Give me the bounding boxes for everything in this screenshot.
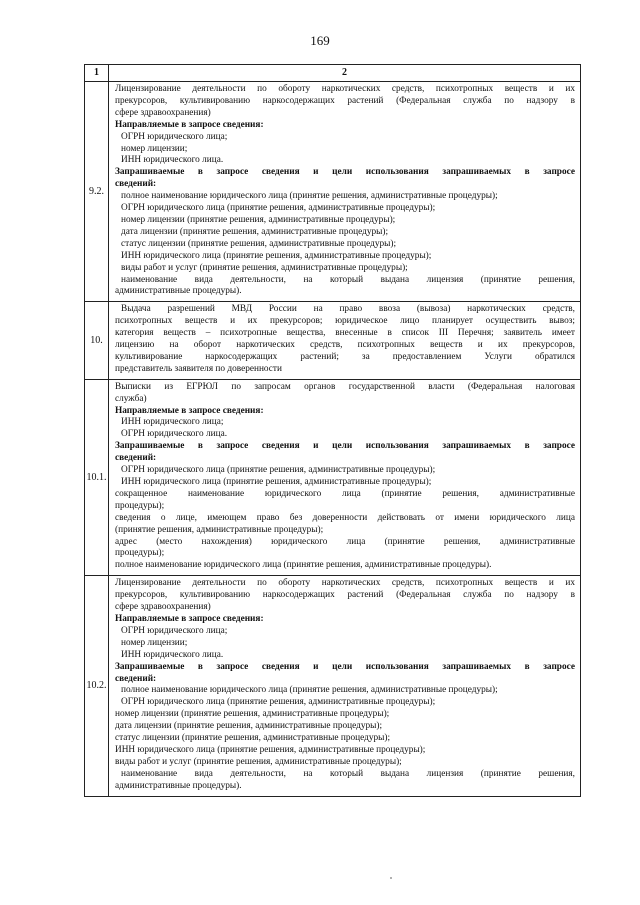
section-heading-line: Запрашиваемые в запросе сведения и цели использования запрашиваемых в запросе <box>115 441 575 452</box>
text-line: статус лицензии (принятие решения, административные процедуры); <box>121 238 397 249</box>
text-line: представитель заявителя по доверенности <box>115 363 282 374</box>
section-heading-line: сведений: <box>115 179 157 190</box>
row-number: 9.2. <box>85 82 109 302</box>
text-line: номер лицензии; <box>121 637 188 648</box>
section-heading-line: Запрашиваемые в запросе сведения и цели использования запрашиваемых в запросе <box>115 167 575 178</box>
text-line: статус лицензии (принятие решения, административные процедуры); <box>115 733 391 744</box>
text-line: наименование вида деятельности, на который выдана лицензия (принятие решения, <box>121 274 575 285</box>
text-line: адрес (место нахождения) юридического лица (принятие решения, административные <box>115 536 575 547</box>
section-heading-line: Направляемые в запросе сведения: <box>115 405 264 416</box>
text-line: ОГРН юридического лица. <box>121 429 228 440</box>
services-table <box>84 64 581 797</box>
row-content <box>109 576 581 796</box>
text-line: культивирование наркосодержащих растений; за предоставлением Услуги обратился <box>115 351 575 362</box>
column-header-2: 2 <box>109 65 581 82</box>
text-line: ИНН юридического лица. <box>121 649 224 660</box>
text-line: психотропных веществ и их прекурсоров; юридическое лицо планирует осуществить вывоз; <box>115 316 575 327</box>
text-line: прекурсоров, культивированию наркосодержащих растений (Федеральная служба по надзору в <box>115 95 575 106</box>
text-line: номер лицензии; <box>121 143 188 154</box>
row-content <box>109 82 581 302</box>
text-line: ИНН юридического лица; <box>121 417 224 428</box>
text-line: сфере здравоохранения) <box>115 602 211 613</box>
row-number: 10.2. <box>85 576 109 796</box>
text-line: ОГРН юридического лица (принятие решения, административные процедуры); <box>121 697 436 708</box>
text-line: сокращенное наименование юридического лица (принятие решения, административные <box>115 488 575 499</box>
table-header-row <box>85 65 581 82</box>
text-line: категория веществ – психотропные вещества, внесенные в список III Перечня; заявитель имеет <box>115 328 575 339</box>
section-heading-line: сведений: <box>115 673 157 684</box>
text-line: сфере здравоохранения) <box>115 107 211 118</box>
section-heading-line: Направляемые в запросе сведения: <box>115 613 264 624</box>
text-line: ОГРН юридического лица; <box>121 625 228 636</box>
text-line: административные процедуры). <box>115 286 242 297</box>
text-line: полное наименование юридического лица (принятие решения, административные процедуры); <box>121 685 498 696</box>
text-line: лицензию на оборот наркотических средств, психотропных веществ и их прекурсоров, <box>115 340 575 351</box>
text-line: сведения о лице, имеющем право без доверенности действовать от имени юридического лица <box>115 512 575 523</box>
text-line: виды работ и услуг (принятие решения, административные процедуры); <box>121 262 408 273</box>
row-number: 10.1. <box>85 379 109 576</box>
table-row <box>85 379 581 576</box>
column-header-1: 1 <box>85 65 109 82</box>
text-line: ИНН юридического лица (принятие решения, административные процедуры); <box>121 477 432 487</box>
text-line: Выписки из ЕГРЮЛ по запросам органов государственной власти (Федеральная налоговая <box>115 381 575 392</box>
text-line: дата лицензии (принятие решения, административные процедуры); <box>121 226 389 237</box>
text-line: номер лицензии (принятие решения, административные процедуры); <box>121 214 396 225</box>
text-line: Лицензирование деятельности по обороту наркотических средств, психотропных веществ и их <box>115 84 575 94</box>
text-line: процедуры); <box>115 548 165 559</box>
text-line: наименование вида деятельности, на который выдана лицензия (принятие решения, <box>121 768 575 779</box>
text-line: дата лицензии (принятие решения, административные процедуры); <box>115 721 383 732</box>
table-row <box>85 576 581 796</box>
text-line: прекурсоров, культивированию наркосодержащих растений (Федеральная служба по надзору в <box>115 590 575 601</box>
text-line: виды работ и услуг (принятие решения, административные процедуры); <box>115 756 402 767</box>
text-line: номер лицензии (принятие решения, административные процедуры); <box>115 709 390 720</box>
text-line: ИНН юридического лица (принятие решения, административные процедуры); <box>115 744 426 755</box>
section-heading-line: Запрашиваемые в запросе сведения и цели использования запрашиваемых в запросе <box>115 661 575 672</box>
text-line: полное наименование юридического лица (принятие решения, административные процедуры); <box>121 191 498 202</box>
page-number: 169 <box>310 33 330 48</box>
row-number: 10. <box>85 302 109 379</box>
scan-speck <box>390 877 392 879</box>
table-body <box>85 65 581 797</box>
text-line: ОГРН юридического лица (принятие решения, административные процедуры); <box>121 203 436 214</box>
row-content <box>109 302 581 379</box>
text-line: Выдача разрешений МВД России на право ввоза (вывоза) наркотических средств, <box>121 304 575 315</box>
text-line: ОГРН юридического лица (принятие решения, административные процедуры); <box>121 465 436 476</box>
text-line: полное наименование юридического лица (принятие решения, административные процедуры). <box>115 560 492 571</box>
text-line: административные процедуры). <box>115 780 242 791</box>
section-heading-line: сведений: <box>115 453 157 464</box>
section-heading-line: Направляемые в запросе сведения: <box>115 119 264 130</box>
table-row <box>85 302 581 379</box>
text-line: ИНН юридического лица (принятие решения, административные процедуры); <box>121 250 432 261</box>
text-line: ОГРН юридического лица; <box>121 131 228 142</box>
text-line: ИНН юридического лица. <box>121 155 224 166</box>
table-row <box>85 82 581 302</box>
text-line: процедуры); <box>115 500 165 511</box>
text-line: служба) <box>115 393 147 404</box>
row-content <box>109 379 581 576</box>
text-line: Лицензирование деятельности по обороту наркотических средств, психотропных веществ и их <box>115 578 575 589</box>
text-line: (принятие решения, административные процедуры); <box>115 524 324 535</box>
